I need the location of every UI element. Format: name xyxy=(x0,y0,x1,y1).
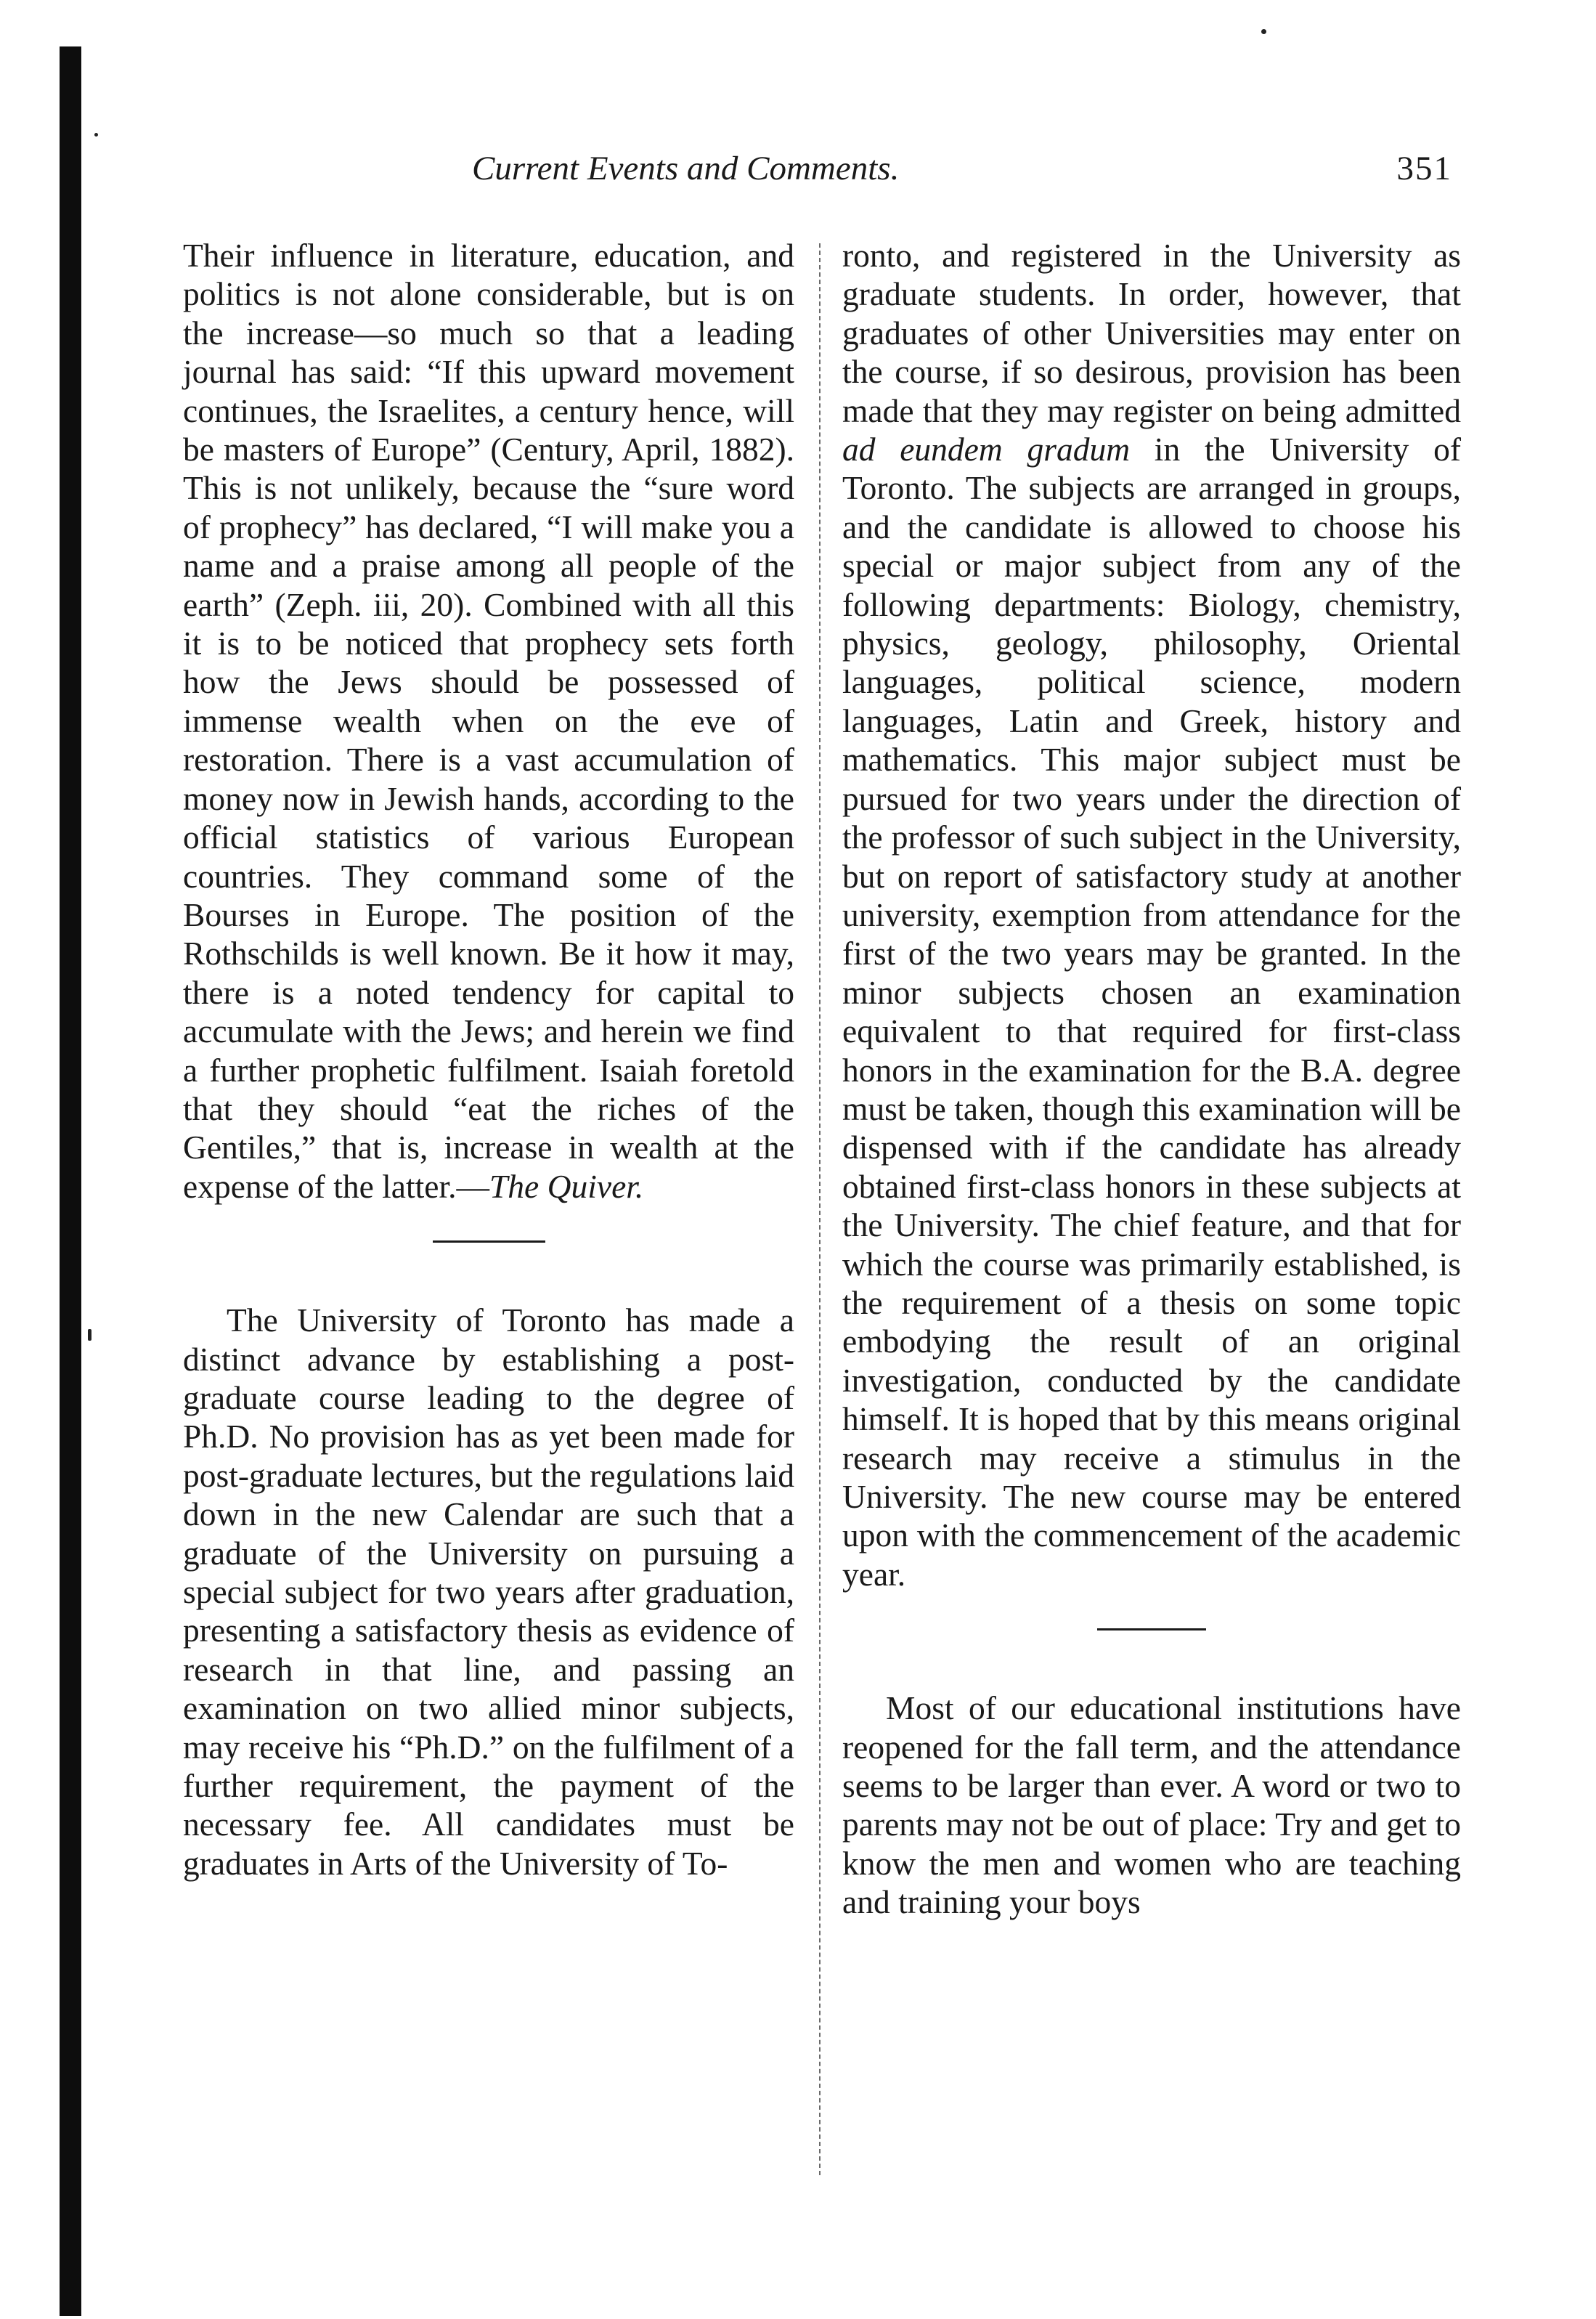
page-binding-edge xyxy=(60,46,81,2316)
section-divider xyxy=(433,1240,545,1243)
article-educational-institutions: Most of our educational institutions have reopened for the fall term, and the attendance seems to be larger than ever. A word or two to parents may not be out of place: Try and get to know the men and women who are teaching and training your boys xyxy=(842,1689,1461,1921)
right-column xyxy=(842,236,1461,1922)
column-divider xyxy=(819,243,821,2175)
running-header xyxy=(472,149,1452,200)
continued-text-a: ronto, and registered in the University as graduate students. In order, however, that graduates of other Universities may enter on the course, if so desirous, provision has been made that they may register on being admitted xyxy=(842,237,1461,429)
article-jewish-influence xyxy=(183,236,794,1206)
latin-phrase: ad eundem gradum xyxy=(842,431,1131,468)
print-speck xyxy=(88,1329,91,1341)
article-toronto-phd-continued xyxy=(842,236,1461,1593)
article-toronto-phd: The University of Toronto has made a distinct advance by establishing a post-graduate course leading to the degree of Ph.D. No provision has as yet been made for post-graduate lectures, but the regulations laid down in the new Calendar are such that a graduate of the University on pursuing a special subject for two years after graduation, presenting a satisfactory thesis as evidence of research in that line, and passing an examination on two allied minor subjects, may receive his “Ph.D.” on the fulfilment of a further requirement, the payment of the necessary fee. All candidates must be graduates in Arts of the University of To- xyxy=(183,1301,794,1882)
print-speck xyxy=(94,133,98,137)
article-jewish-influence-text: Their influence in literature, education, and politics is not alone considerable, but is on the increase—so much so that a leading journal has said: “If this upward movement continues, the Israelites, a century hence, will be masters of Europe” (Century, April, 1882). This is not unlikely, because the “sure word of prophecy” has declared, “I will make you a name and a praise among all people of the earth” (Zeph. iii, 20). Combined with all this it is to be noticed that prophecy sets forth how the Jews should be possessed of immense wealth when on the eve of restoration. There is a vast accumulation of money now in Jewish hands, according to the official statistics of various European countries. They command some of the Bourses in Europe. The position of the Rothschilds is well known. Be it how it may, there is a noted tendency for capital to accumulate with the Jews; and herein we find a further prophetic fulfilment. Isaiah foretold that they should “eat the riches of the Gentiles,” that is, increase in wealth at the expense of the latter.— xyxy=(183,237,794,1205)
print-speck xyxy=(1261,29,1266,34)
article-source: The Quiver. xyxy=(489,1167,644,1205)
page-number: 351 xyxy=(1396,150,1452,187)
left-column xyxy=(183,236,794,1883)
section-divider xyxy=(1097,1628,1206,1630)
running-title: Current Events and Comments. xyxy=(472,150,900,187)
continued-text-b: in the University of Toronto. The subjects are arranged in groups, and the candidate is allowed to choose his special or major subject from any of the following departments: Biology, chemistry, physics, geology, philosophy, Oriental languages, political science, modern languages, Latin and Greek, history and mathematics. This major subject must be pursued for two years under the direction of the professor of such subject in the University, but on report of satisfactory study at another university, exemption from attendance for the first of the two years may be granted. In the minor subjects chosen an examination equivalent to that required for first-class honors in the examination for the B.A. degree must be taken, though this examination will be dispensed with if the candidate has already obtained first-class honors in these subjects at the University. The chief feature, and that for which the course was primarily established, is the requirement of a thesis on some topic embodying the result of an original investigation, conducted by the candidate himself. It is hoped that by this means original research may receive a stimulus in the University. The new course may be entered upon with the commencement of the academic year. xyxy=(842,431,1461,1593)
